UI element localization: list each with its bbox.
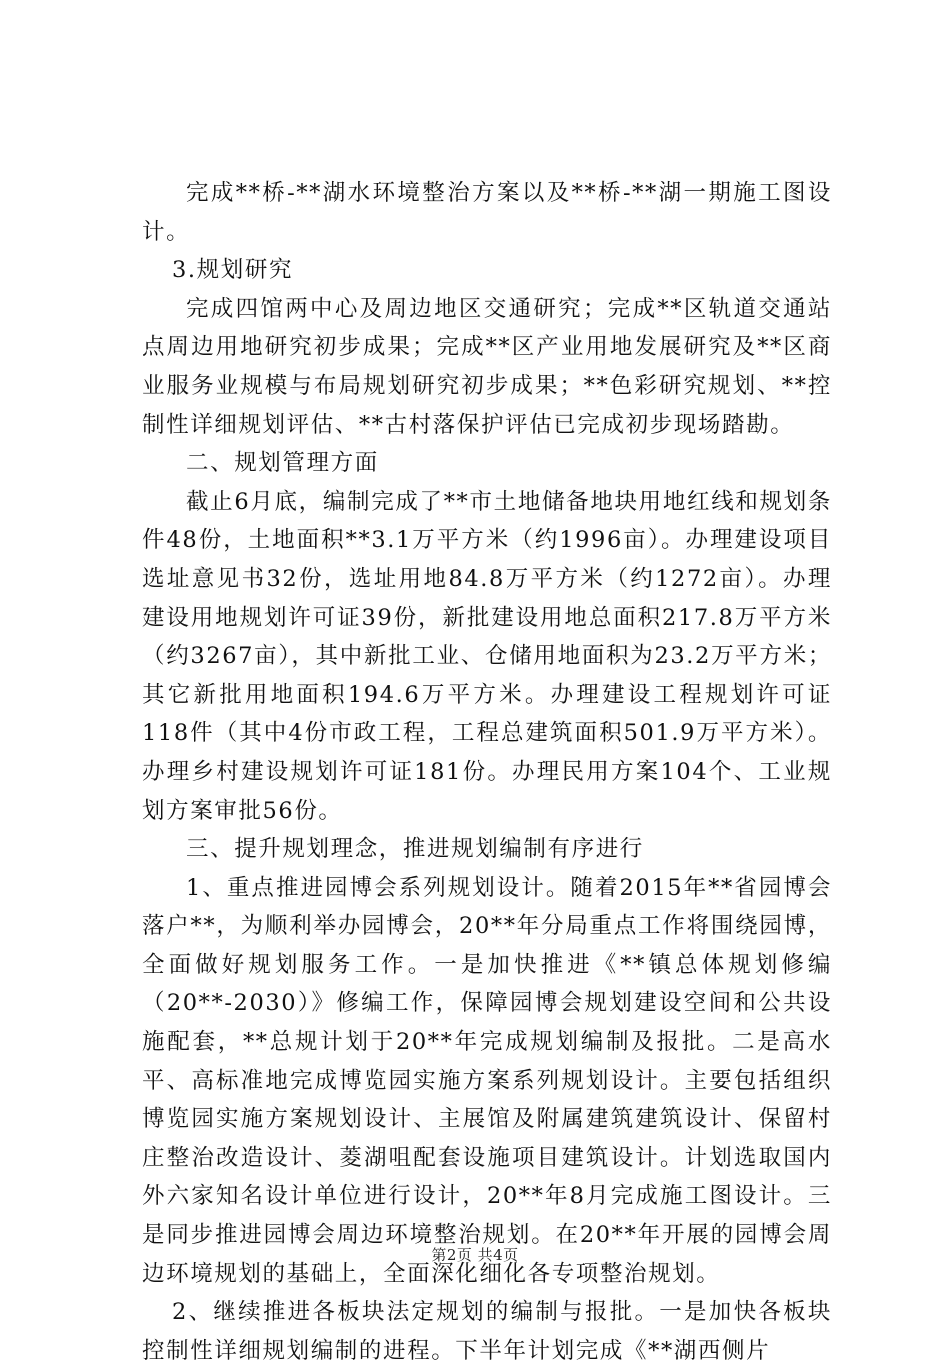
heading-planning-research: 3.规划研究 bbox=[172, 257, 294, 284]
paragraph-statutory-planning: 2、继续推进各板块法定规划的编制与报批。一是加快各板块控制性详细规划编制的进程。下半年计划完成《**湖西侧片 bbox=[142, 1299, 832, 1364]
heading-planning-management: 二、规划管理方面 bbox=[186, 450, 379, 477]
page-footer: 第2页 共4页 bbox=[431, 1246, 519, 1264]
paragraph-water-environment: 完成**桥-**湖水环境整治方案以及**桥-**湖一期施工图设计。 bbox=[142, 180, 832, 245]
paragraph-planning-research: 完成四馆两中心及周边地区交通研究；完成**区轨道交通站点周边用地研究初步成果；完成**区产业用地发展研究及**区商业服务业规模与布局规划研究初步成果；**色彩研究规划、**控制性详细规划评估、**古村落保护评估已完成初步现场踏勘。 bbox=[142, 295, 832, 438]
document-body bbox=[142, 174, 832, 1370]
paragraph-expo-planning: 1、重点推进园博会系列规划设计。随着2015年**省园博会落户**，为顺利举办园博会，20**年分局重点工作将围绕园博，全面做好规划服务工作。一是加快推进《**镇总体规划修编（20**-2030）》修编工作，保障园博会规划建设空间和公共设施配套，**总规计划于20**年完成规划编制及报批。二是高水平、高标准地完成博览园实施方案系列规划设计。主要包括组织博览园实施方案规划设计、主展馆及附属建筑建筑设计、保留村庄整治改造设计、菱湖咀配套设施项目建筑设计。计划选取国内外六家知名设计单位进行设计，20**年8月完成施工图设计。三是同步推进园博会周边环境整治规划。在20**年开展的园博会周边环境规划的基础上，全面深化细化各专项整治规划。 bbox=[142, 874, 832, 1287]
paragraph-planning-management: 截止6月底，编制完成了**市土地储备地块用地红线和规划条件48份，土地面积**3.1万平方米（约1996亩）。办理建设项目选址意见书32份，选址用地84.8万平方米（约1272亩）。办理建设用地规划许可证39份，新批建设用地总面积217.8万平方米（约3267亩），其中新批工业、仓储用地面积为23.2万平方米；其它新批用地面积194.6万平方米。办理建设工程规划许可证118件（其中4份市政工程，工程总建筑面积501.9万平方米）。办理乡村建设规划许可证181份。办理民用方案104个、工业规划方案审批56份。 bbox=[142, 488, 832, 824]
heading-planning-concept: 三、提升规划理念，推进规划编制有序进行 bbox=[186, 836, 644, 863]
